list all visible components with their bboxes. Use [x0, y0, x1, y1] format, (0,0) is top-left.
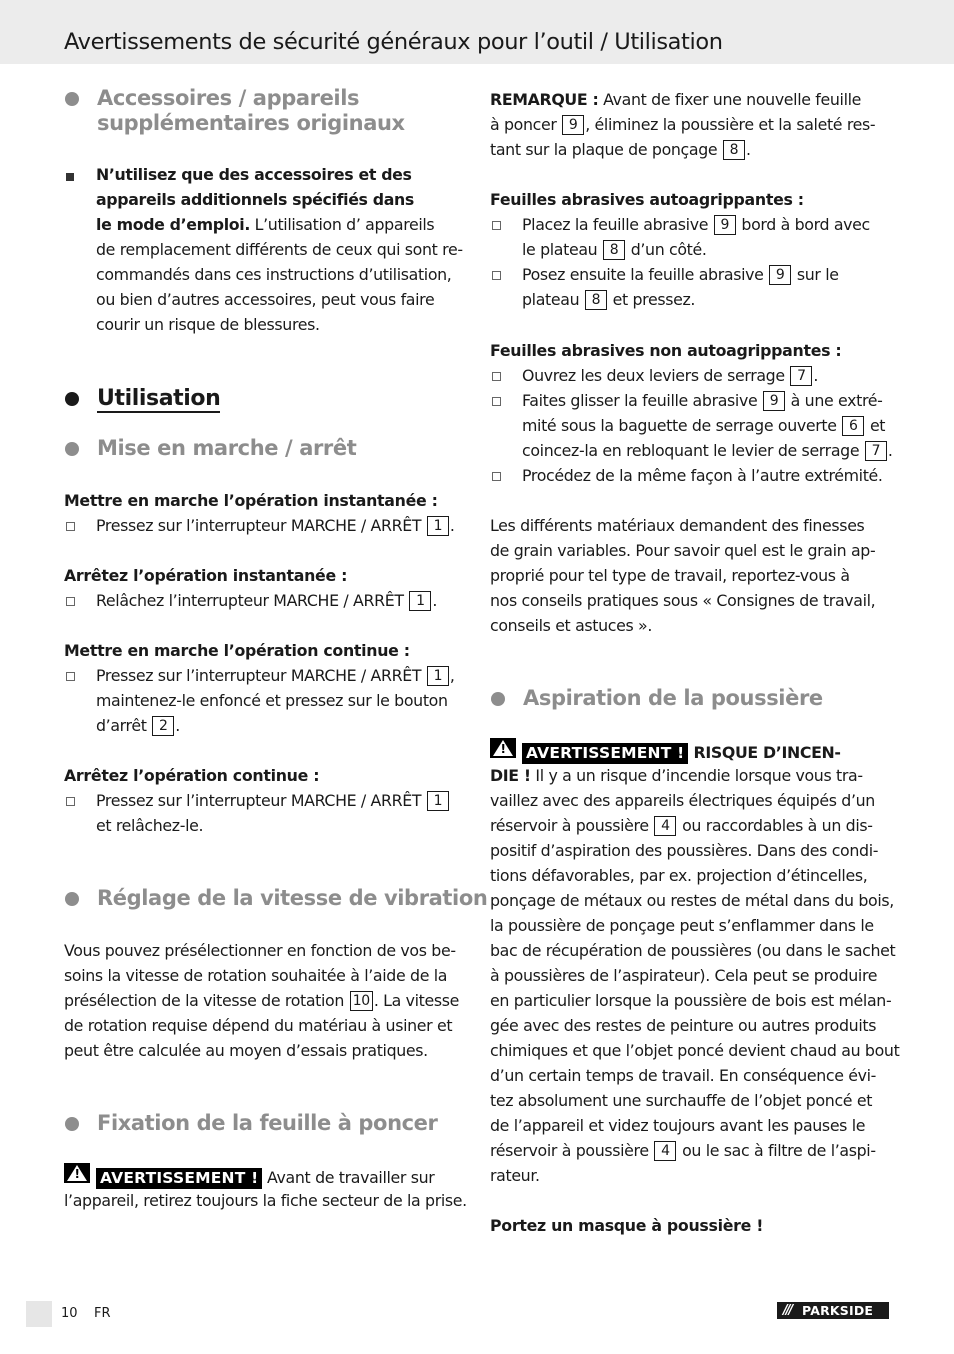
checkbox-bullet-icon: [492, 271, 501, 280]
ref-number: 1: [427, 791, 449, 811]
text-line: tez absolument une surchauffe de l’objet poncé et: [490, 1091, 873, 1110]
text: L’utilisation d’ appareils: [250, 215, 435, 234]
text-line: commandés dans ces instructions d’utilisation,: [96, 265, 452, 284]
bullet-dot-icon: [65, 892, 79, 906]
warning-triangle-icon: !: [64, 1163, 90, 1183]
ref-number: 9: [769, 265, 791, 285]
bullet-dot-icon: [65, 92, 79, 106]
text-line: positif d’aspiration des poussières. Dans des condi-: [490, 841, 879, 860]
language-code: FR: [94, 1306, 111, 1321]
subheading: Feuilles abrasives autoagrippantes :: [490, 190, 804, 209]
ref-number: 9: [714, 215, 736, 235]
text-line: chimiques et que l’objet poncé devient chaud au bout: [490, 1041, 900, 1060]
ref-number: 8: [585, 290, 607, 310]
warning-triangle-icon: !: [490, 738, 516, 758]
subheading: Arrêtez l’opération instantanée :: [64, 566, 348, 585]
text-line: courir un risque de blessures.: [96, 315, 320, 334]
warning-label: AVERTISSEMENT !: [522, 743, 688, 764]
page-number: 10: [61, 1306, 78, 1321]
ref-number: 1: [409, 591, 431, 611]
text-line: maintenez-le enfoncé et pressez sur le bouton: [96, 691, 448, 710]
page-title: Avertissements de sécurité généraux pour l’outil / Utilisation: [64, 29, 723, 55]
checkbox-bullet-icon: [66, 522, 75, 531]
text-line: soins la vitesse de rotation souhaitée à l’aide de la: [64, 966, 448, 985]
text-line: vaillez avec des appareils électriques équipés d’un: [490, 791, 875, 810]
text-line: bac de récupération de poussières (ou dans le sachet: [490, 941, 896, 960]
subheading: Mettre en marche l’opération instantanée :: [64, 491, 438, 510]
text-line: d’un certain temps de travail. En conséquence évi-: [490, 1066, 877, 1085]
mask-notice: Portez un masque à poussière !: [490, 1216, 764, 1235]
warning-fixation: ! AVERTISSEMENT ! Avant de travailler sur l’appareil, retirez toujours la fiche secteur de la prise.: [64, 1163, 464, 1213]
text-line: N’utilisez que des accessoires et des: [96, 165, 412, 184]
subheading: Arrêtez l’opération continue :: [64, 766, 320, 785]
text-line: peut être calculée au moyen d’essais pratiques.: [64, 1041, 428, 1060]
ref-number: 8: [603, 240, 625, 260]
text-line: Vous pouvez présélectionner en fonction de vos be-: [64, 941, 456, 960]
ref-number: 4: [654, 816, 676, 836]
ref-number: 9: [763, 391, 785, 411]
text-line: à poussières de l’aspirateur). Cela peut se produire: [490, 966, 878, 985]
bullet-dot-icon: [65, 392, 79, 406]
text-line: la poussière de ponçage peut s’enflammer dans le: [490, 916, 874, 935]
ref-number: 9: [562, 115, 584, 135]
checkbox-bullet-icon: [492, 397, 501, 406]
checkbox-bullet-icon: [492, 472, 501, 481]
text-line: tions défavorables, par ex. projection d’étincelles,: [490, 866, 868, 885]
text-line: de l’appareil et videz toujours avant les pauses le: [490, 1116, 866, 1135]
text-line: de grain variables. Pour savoir quel est le grain ap-: [490, 541, 876, 560]
text-line: gée avec des restes de peinture ou autres produits: [490, 1016, 877, 1035]
heading-line: Accessoires / appareils: [97, 86, 360, 110]
ref-number: 10: [350, 991, 373, 1011]
text-line: proprié pour tel type de travail, reportez-vous à: [490, 566, 850, 585]
bullet-dot-icon: [65, 1117, 79, 1131]
text-line: de rotation requise dépend du matériau à usiner et: [64, 1016, 453, 1035]
checkbox-bullet-icon: [492, 372, 501, 381]
text-line: ou bien d’autres accessoires, peut vous faire: [96, 290, 435, 309]
warning-label: AVERTISSEMENT !: [96, 1168, 262, 1189]
subheading: Feuilles abrasives non autoagrippantes :: [490, 341, 842, 360]
text-line: Les différents matériaux demandent des finesses: [490, 516, 865, 535]
square-bullet-icon: [66, 173, 74, 181]
ref-number: 6: [842, 416, 864, 436]
ref-number: 1: [427, 666, 449, 686]
text-line: et relâchez-le.: [96, 816, 204, 835]
text-line: de remplacement différents de ceux qui sont re-: [96, 240, 463, 259]
text-line: en particulier lorsque la poussière de bois est mélan-: [490, 991, 892, 1010]
remarque-paragraph: REMARQUE : Avant de fixer une nouvelle feuille à poncer 9 , éliminez la poussière et la saleté res- tant sur la plaque de ponçage 8 .: [490, 90, 876, 159]
checkbox-bullet-icon: [66, 672, 75, 681]
page-corner-box: [26, 1301, 52, 1327]
ref-number: 2: [152, 716, 174, 736]
text-line: ponçage de métaux ou restes de métal dans du bois,: [490, 891, 894, 910]
text-line: appareils additionnels spécifiés dans: [96, 190, 414, 209]
text-line: rateur.: [490, 1166, 540, 1185]
text-line: conseils et astuces ».: [490, 616, 653, 635]
checkbox-bullet-icon: [492, 221, 501, 230]
subheading: Mettre en marche l’opération continue :: [64, 641, 410, 660]
ref-number: 1: [427, 516, 449, 536]
text-bold: le mode d’emploi.: [96, 215, 250, 234]
bullet-dot-icon: [491, 692, 505, 706]
ref-number: 8: [723, 140, 745, 160]
text-line: l’appareil, retirez toujours la fiche secteur de la prise.: [64, 1191, 467, 1210]
warning-aspiration: ! AVERTISSEMENT ! RISQUE D’INCEN- DIE ! Il y a un risque d’incendie lorsque vous tra- vaillez avec des appareils électriques équipés d’un réservoir à poussière 4 ou raccordables à un dis- positif d’aspiration des poussières. Dans des condi- tions défavorables, par ex. projection d’étincelles, ponçage de métaux ou restes de métal dans du bois, la poussière de ponçage peut s’enflammer dans le bac de récupération de poussières (ou dans le sachet à poussières de l’aspirateur). Cela peut se produire en particulier lorsque la poussière de bois est mélan- gée avec des restes de peinture ou autres produits chimiques et que l’objet poncé devient chaud au bout d’un certain temps de travail. En conséquence évi- tez absolument une surchauffe de l’objet poncé et de l’appareil et videz toujours avant les pauses le réservoir à poussière 4 ou le sac à filtre de l’aspi- rateur.: [490, 738, 890, 1188]
ref-number: 7: [865, 441, 887, 461]
text-line: nos conseils pratiques sous « Consignes de travail,: [490, 591, 876, 610]
paragraph-grain: [490, 513, 890, 638]
checkbox-bullet-icon: [66, 597, 75, 606]
remarque-label: REMARQUE :: [490, 90, 599, 109]
checkbox-bullet-icon: [66, 797, 75, 806]
ref-number: 4: [654, 1141, 676, 1161]
ref-number: 7: [790, 366, 812, 386]
parkside-logo: /// PARKSIDE: [777, 1302, 889, 1319]
paragraph-vitesse: Vous pouvez présélectionner en fonction de vos be- soins la vitesse de rotation souhaitée à l’aide de la présélection de la vitesse de rotation 10 . La vitesse de rotation requise dépend du matériau à usiner et peut être calculée au moyen d’essais pratiques.: [64, 938, 464, 1063]
page-header: [0, 0, 954, 64]
bullet-dot-icon: [65, 442, 79, 456]
heading-line: supplémentaires originaux: [97, 111, 405, 135]
